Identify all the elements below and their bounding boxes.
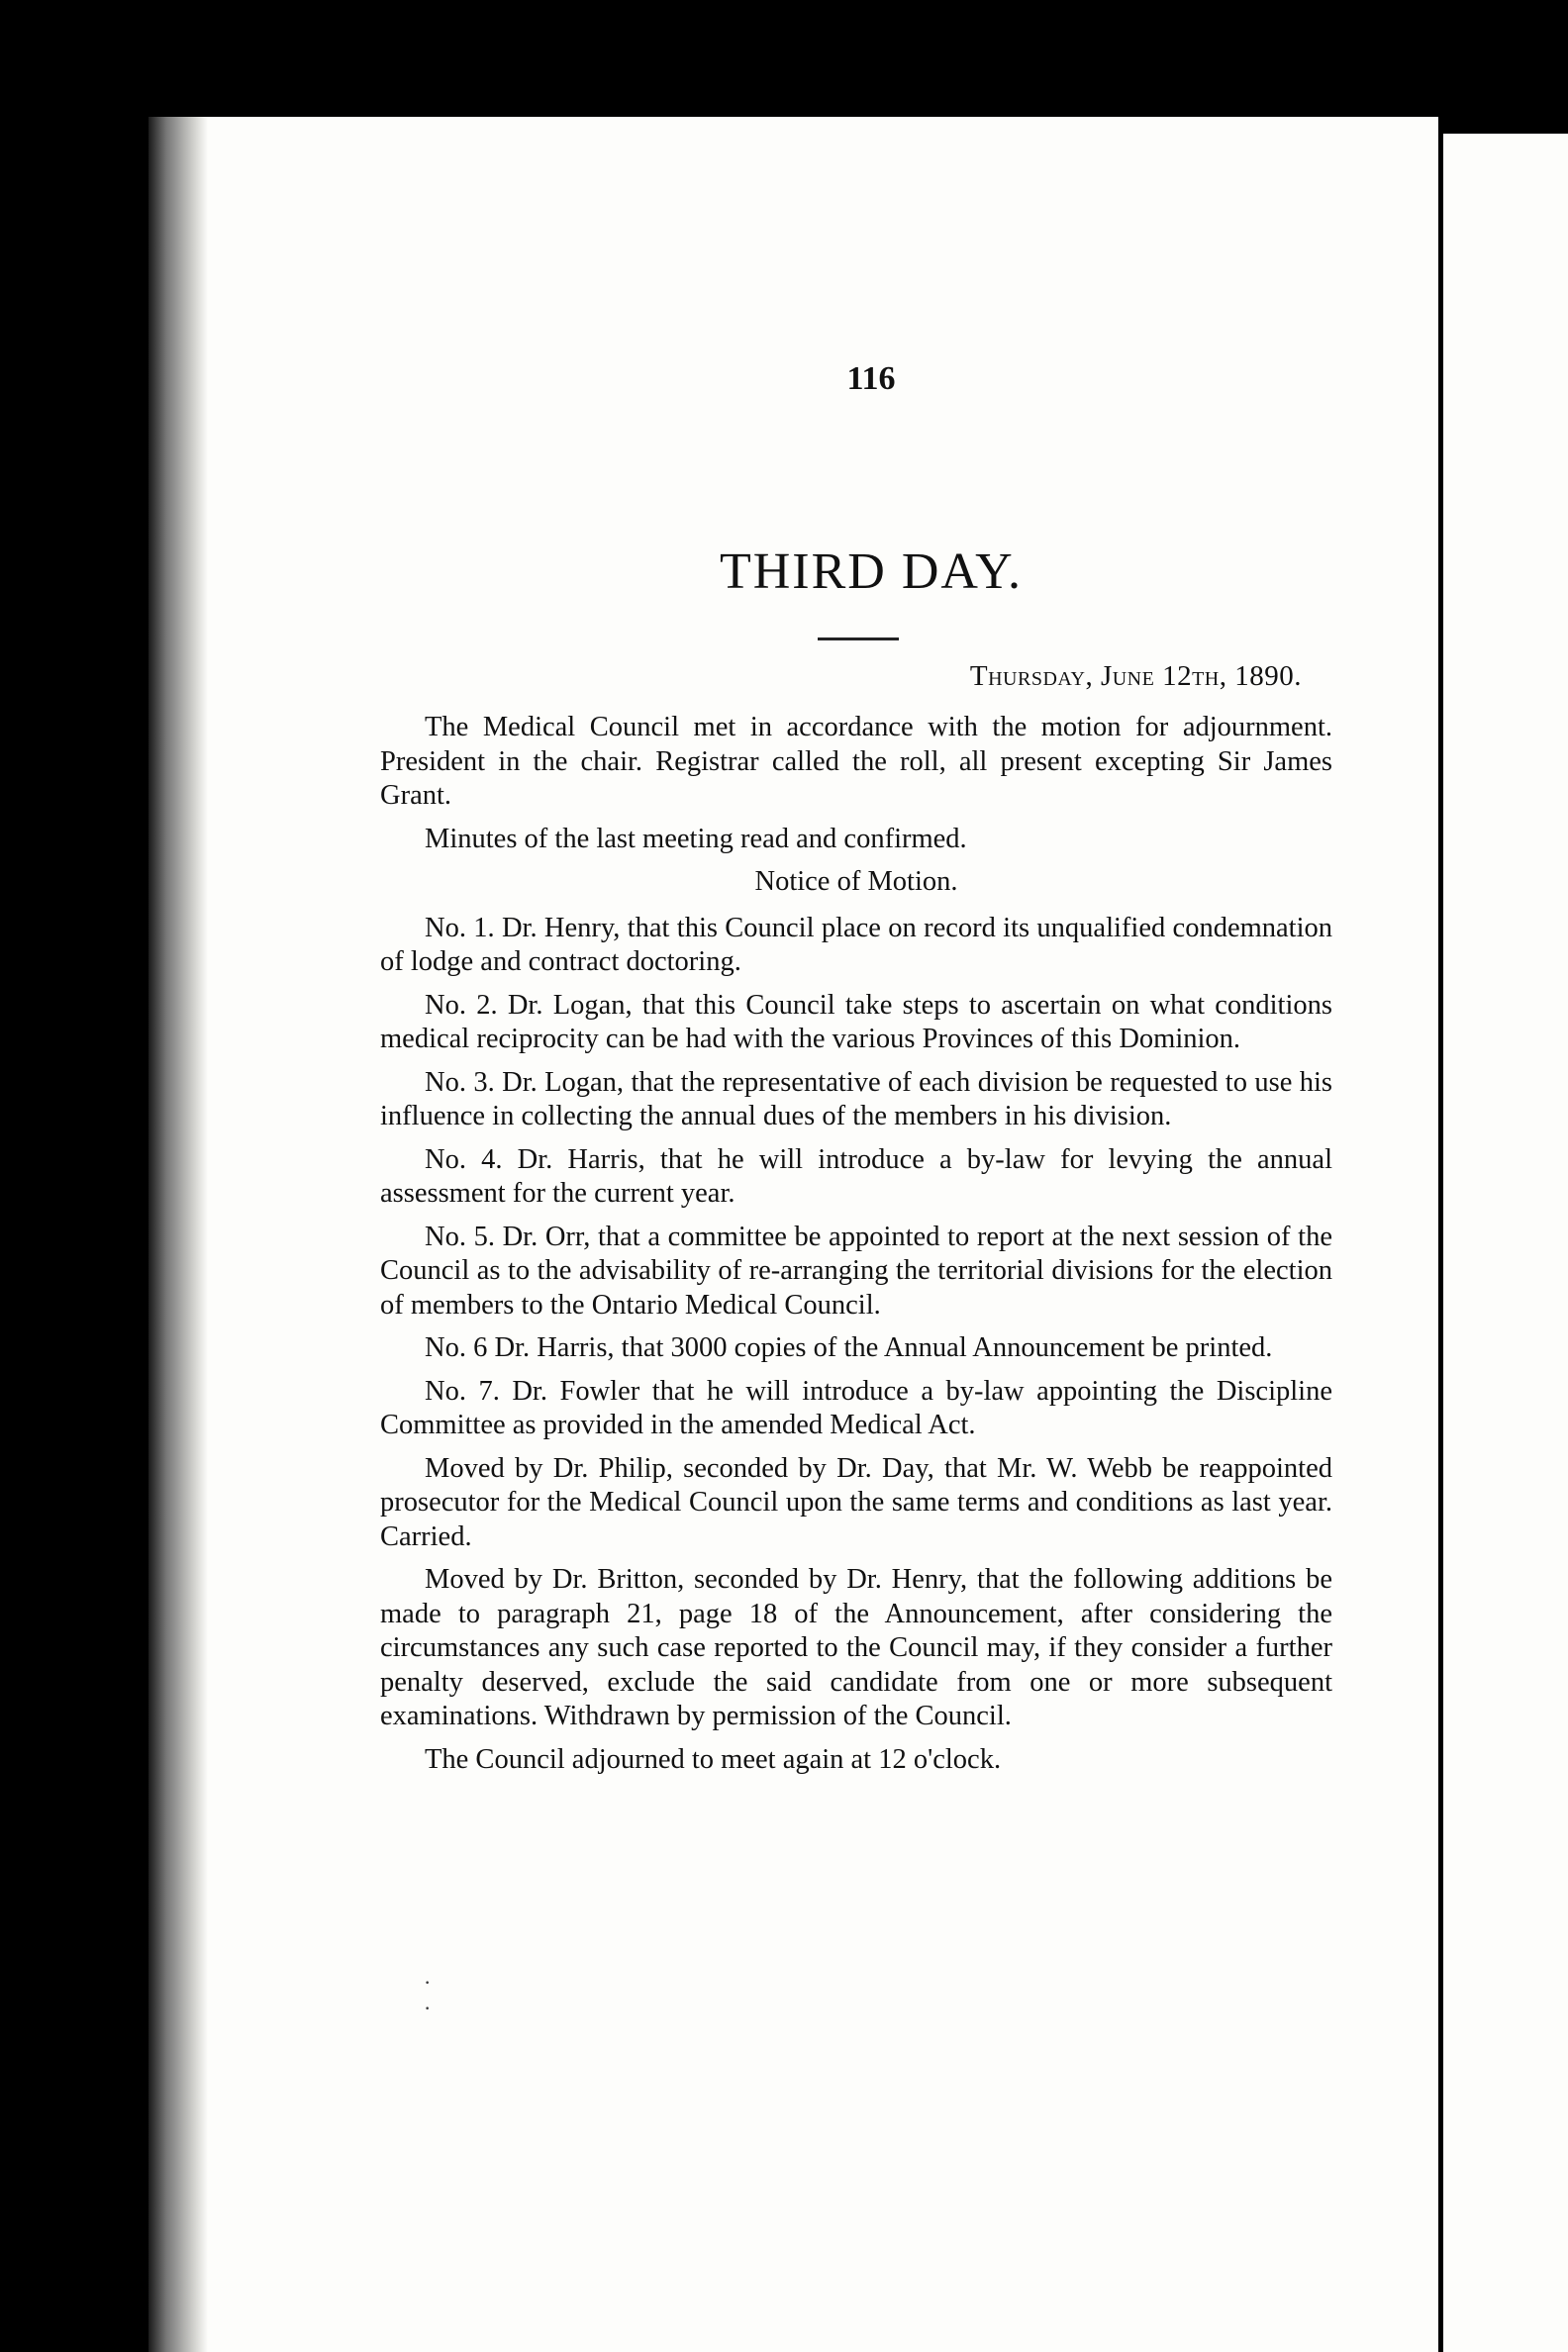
notice-item: No. 2. Dr. Logan, that this Council take steps to ascertain on what conditions medical reciprocity can be had with the various Provinces of this Dominion. [380,989,1332,1054]
date-line: Thursday, June 12th, 1890. [969,660,1302,692]
notice-item: No. 6 Dr. Harris, that 3000 copies of the Annual Announcement be printed. [425,1332,1273,1363]
notice-item: No. 3. Dr. Logan, that the representative of each division be requested to use his influence in collecting the annual dues of the members in his division. [380,1066,1332,1131]
notice-heading: Notice of Motion. [754,866,958,897]
notice-item: No. 7. Dr. Fowler that he will introduce a by-law appointing the Discipline Committee as provided in the amended Medical Act. [380,1375,1332,1440]
adjournment-note: The Council adjourned to meet again at 12 o'clock. [425,1743,1002,1775]
stray-marks: · · [424,1970,432,2020]
right-page-edge [1443,134,1568,2352]
paragraph-opening: The Medical Council met in accordance with the motion for adjournment. President in the chair. Registrar called the roll, all present excepting Sir James Grant. [380,712,1332,811]
paragraph-minutes: Minutes of the last meeting read and confirmed. [425,823,967,854]
motion-item: Moved by Dr. Britton, seconded by Dr. Henry, that the following additions be made to paragraph 21, page 18 of the Announcement, after considering the circumstances any such case reported to the Council may, if they consider a further penalty deserved, exclude the said candidate from one or more subsequent examinations. Withdrawn by permission of the Council. [380,1564,1332,1731]
page-number: 116 [846,360,896,397]
body-text [380,711,1332,1786]
page-gutter-shadow [148,117,208,2352]
motion-item: Moved by Dr. Philip, seconded by Dr. Day, that Mr. W. Webb be reappointed prosecutor for the Medical Council upon the same terms and conditions as last year. Carried. [380,1452,1332,1552]
title-rule [818,637,899,640]
notice-item: No. 1. Dr. Henry, that this Council place on record its unqualified condemnation of lodge and contract doctoring. [380,912,1332,977]
notice-item: No. 4. Dr. Harris, that he will introduce a by-law for levying the annual assessment for the current year. [380,1143,1332,1209]
notice-item: No. 5. Dr. Orr, that a committee be appointed to report at the next session of the Council as to the advisability of re-arranging the territorial divisions for the election of members to the Ontario Medical Council. [380,1221,1332,1321]
chapter-title: THIRD DAY. [719,543,1024,600]
